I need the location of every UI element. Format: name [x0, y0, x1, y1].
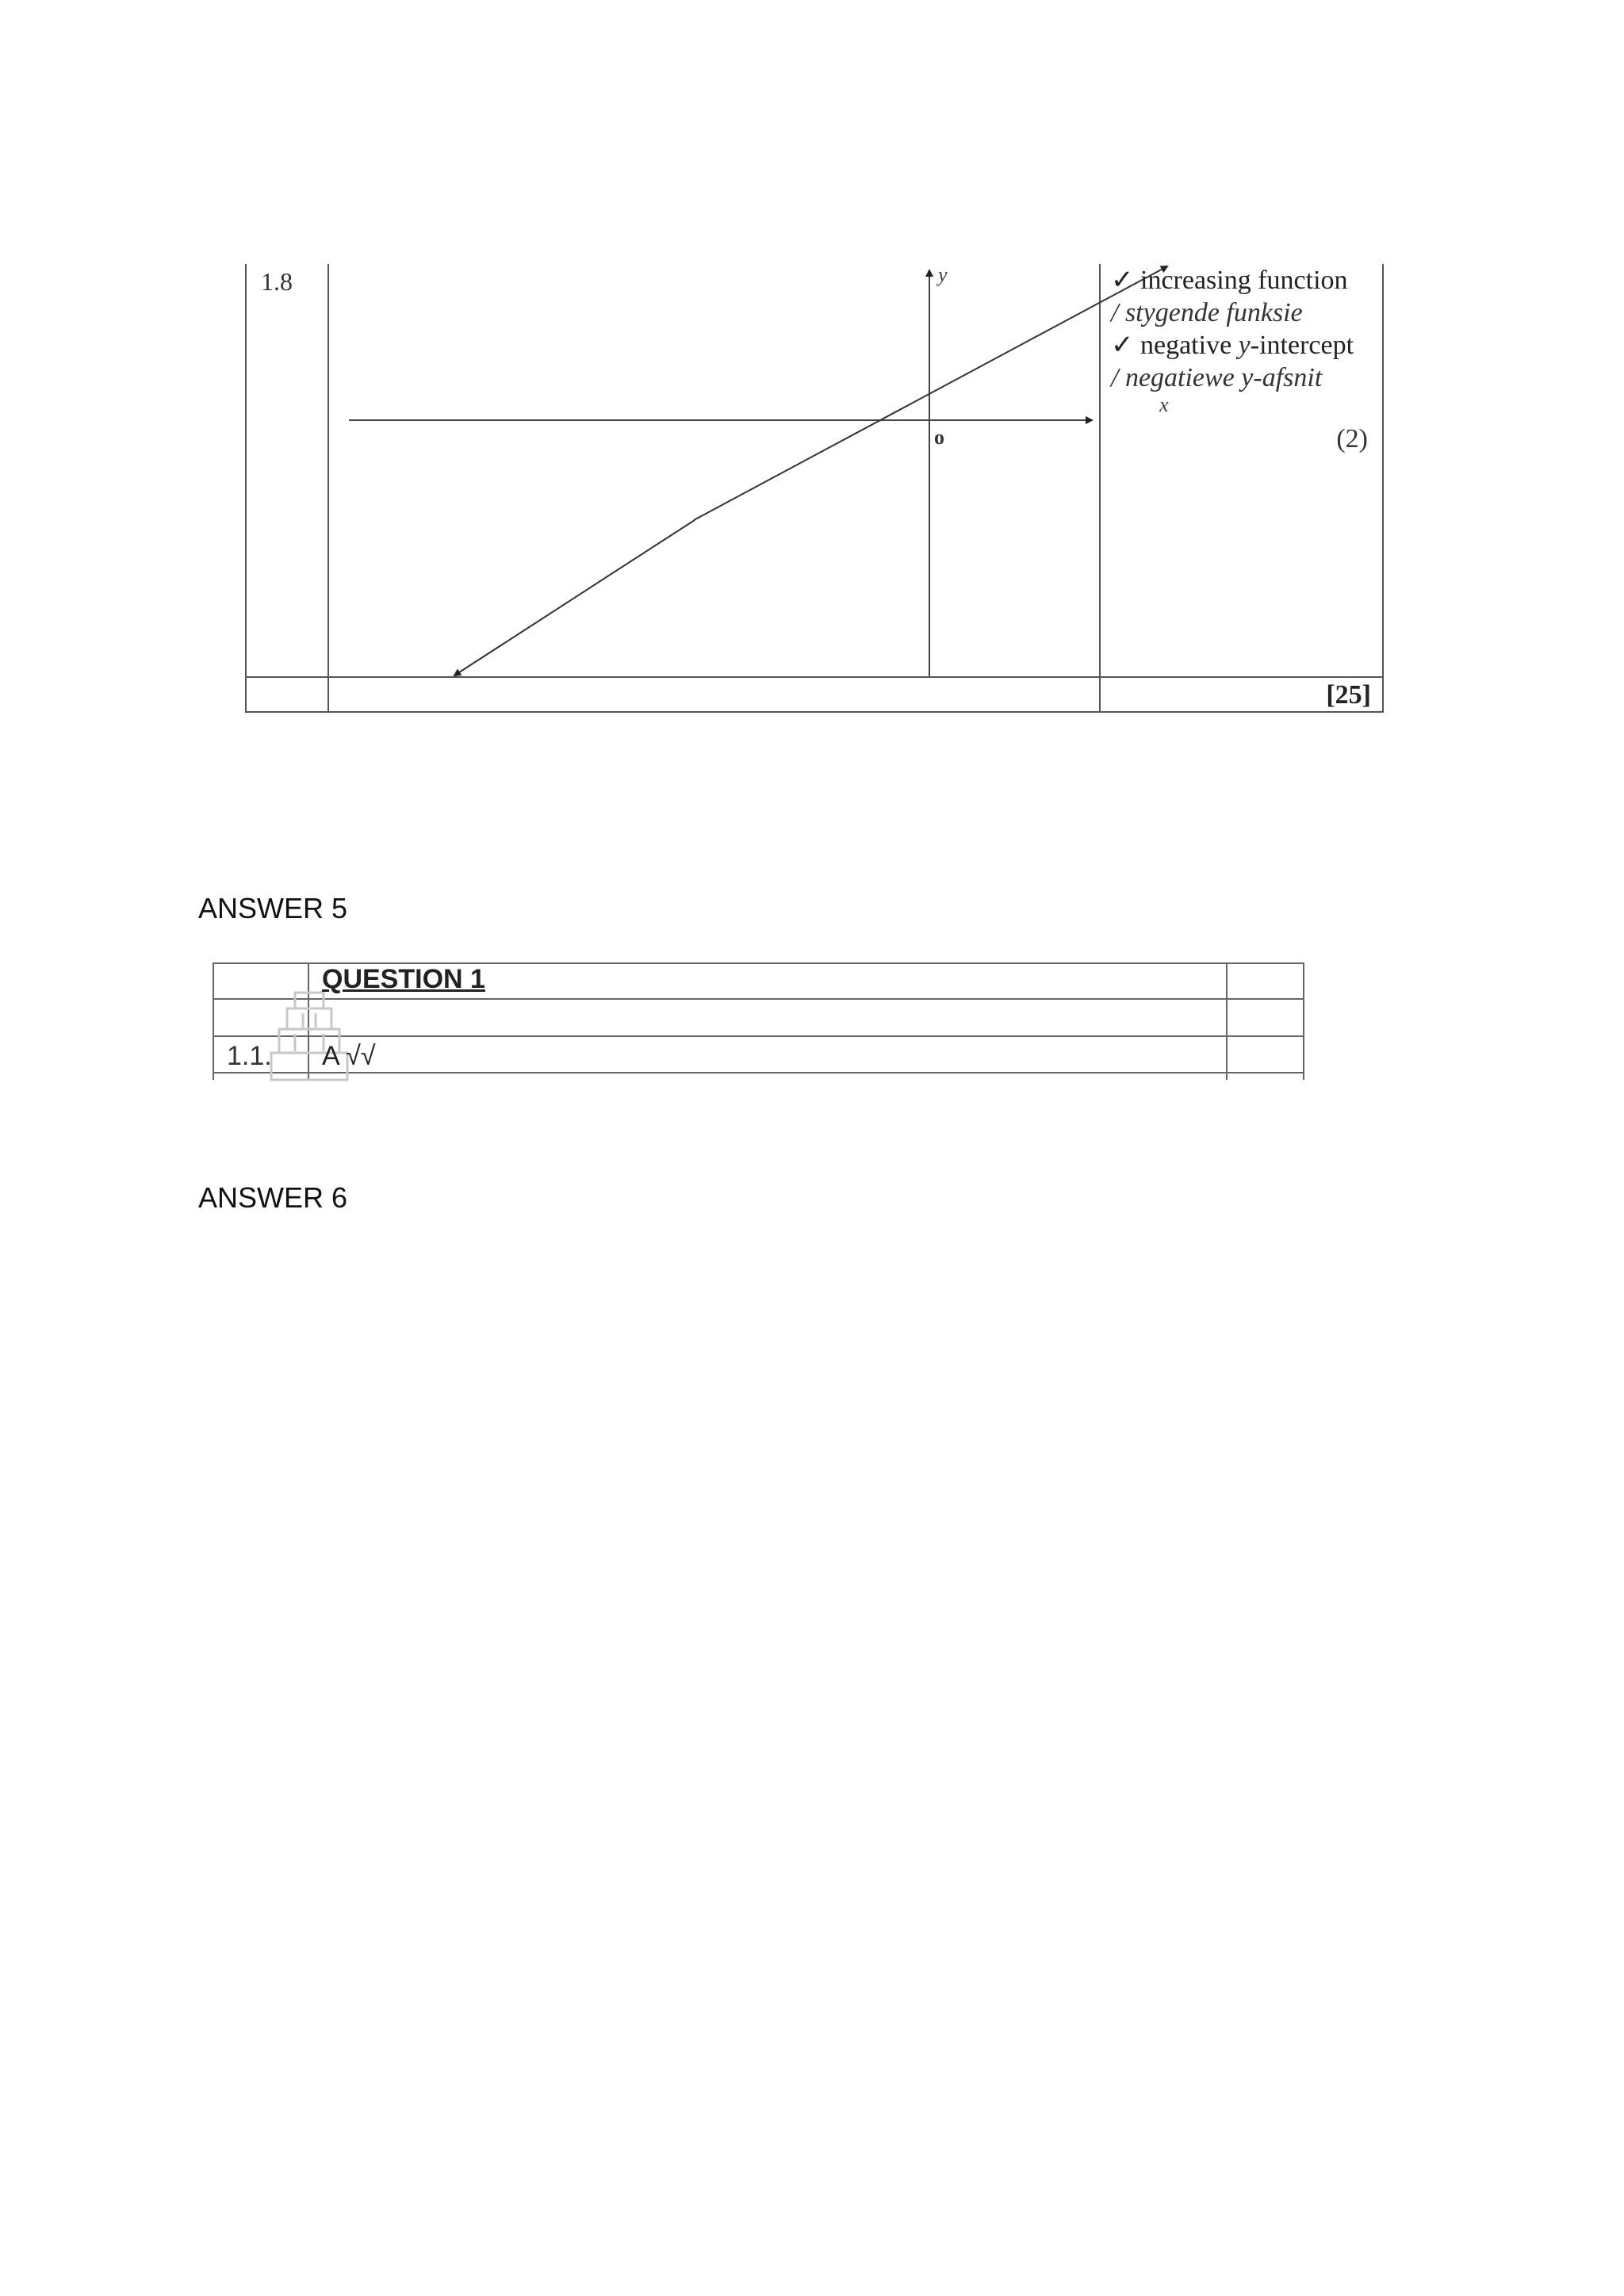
mark-line: [1111, 329, 1373, 362]
check-mark-icon: ✓: [1111, 331, 1134, 360]
function-line-up: [694, 266, 1167, 520]
table-row-divider: [213, 1035, 1304, 1037]
table-column-divider: [1226, 962, 1228, 1080]
mark-text-variable: y: [1238, 331, 1251, 360]
question-number: 1.8: [261, 267, 293, 296]
check-mark-icon: ✓: [1111, 266, 1134, 295]
mark-text-pre: negative: [1140, 331, 1239, 360]
linear-graph: [329, 263, 1169, 676]
origin-label: o: [934, 426, 944, 449]
table-row-divider: [213, 998, 1304, 1000]
answer-6-heading: ANSWER 6: [198, 1181, 348, 1214]
mark-line: [1111, 264, 1373, 297]
row-number: 1.1.: [227, 1041, 272, 1071]
table-border-left: [245, 264, 247, 713]
separator: /: [1111, 363, 1125, 392]
table-row-divider: [245, 676, 1384, 678]
y-axis-label: y: [938, 263, 948, 286]
table-border-right: [1303, 962, 1304, 1080]
table-row-divider: [213, 1072, 1304, 1073]
total-marks: [25]: [1326, 680, 1371, 710]
mark-translation-line: [1111, 362, 1373, 394]
mark-text: increasing function: [1140, 266, 1348, 295]
mark-translation: negatiewe y-afsnit: [1124, 363, 1323, 392]
marks-column: [1111, 264, 1373, 394]
question-title: QUESTION 1: [322, 964, 485, 994]
table-border-left: [213, 962, 214, 1080]
mark-translation-line: [1111, 297, 1373, 329]
table-column-divider: [1099, 264, 1101, 713]
function-line-bottom-visible: [454, 520, 695, 675]
x-axis-label: x: [1159, 393, 1169, 416]
mark-text-post: -intercept: [1250, 331, 1354, 360]
answer-5-heading: ANSWER 5: [198, 892, 348, 924]
memo-table: [245, 264, 1384, 713]
question-table: [213, 962, 1304, 1080]
sub-total-marks: (2): [1336, 424, 1368, 453]
separator: /: [1111, 298, 1125, 327]
row-answer: A √√: [322, 1041, 376, 1071]
table-border-bottom: [245, 711, 1384, 713]
mark-translation: stygende funksie: [1124, 298, 1303, 327]
table-border-right: [1382, 264, 1384, 713]
function-line: [454, 265, 1167, 674]
